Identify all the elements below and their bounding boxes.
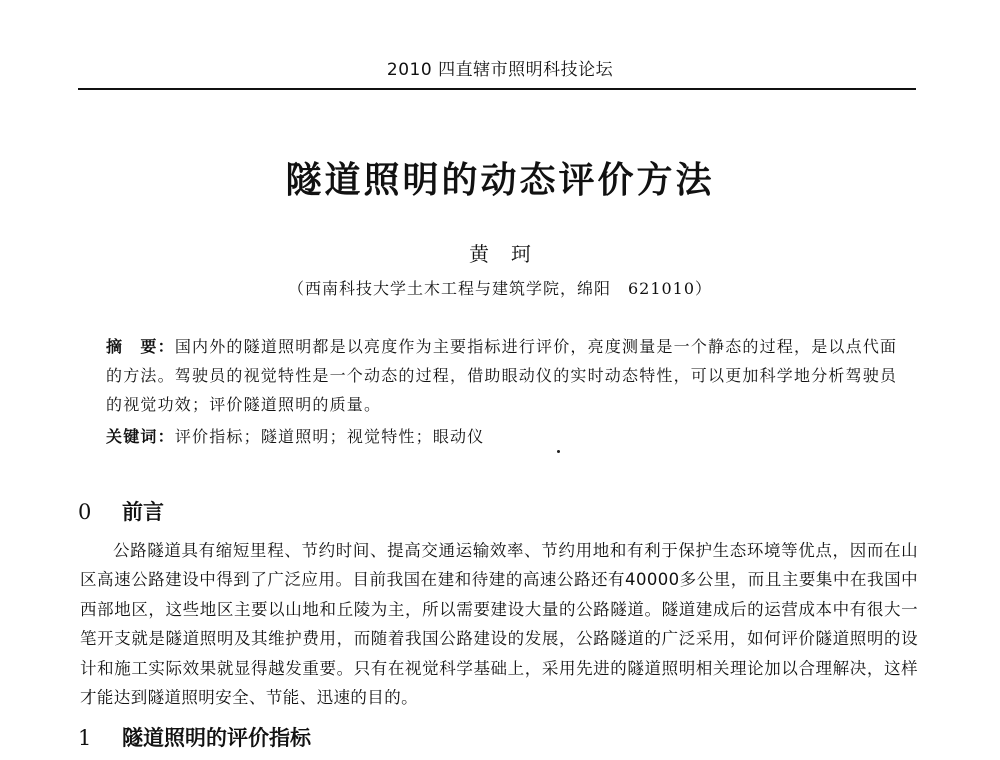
abstract-label: 摘 要： — [106, 337, 175, 356]
abstract-text: 国内外的隧道照明都是以亮度作为主要指标进行评价，亮度测量是一个静态的过程，是以点代面的方法。驾驶员的视觉特性是一个动态的过程，借助眼动仪的实时动态特性，可以更加科学地分析驾驶员的视觉功效；评价隧道照明的质量。 — [106, 337, 898, 414]
section-title: 隧道照明的评价指标 — [122, 726, 311, 750]
author-affiliation: （西南科技大学土木工程与建筑学院，绵阳 621010） — [287, 279, 713, 298]
introduction-paragraph: 公路隧道具有缩短里程、节约时间、提高交通运输效率、节约用地和有利于保护生态环境等优点，因而在山区高速公路建设中得到了广泛应用。目前我国在建和待建的高速公路还有40000多公里，而且主要集中在我国中西部地区，这些地区主要以山地和丘陵为主，所以需要建设大量的公路隧道。隧道建成后的运营成本中有很大一笔开支就是隧道照明及其维护费用，而随着我国公路建设的发展，公路隧道的广泛采用，如何评价隧道照明的设计和施工实际效果就显得越发重要。只有在视觉科学基础上，采用先进的隧道照明相关理论加以合理解决，这样才能达到隧道照明安全、节能、迅速的目的。 — [80, 541, 918, 708]
abstract — [106, 332, 906, 419]
section-number: 0 — [78, 500, 92, 524]
header-rule — [78, 88, 916, 90]
keywords-text: 评价指标；隧道照明；视觉特性；眼动仪 — [174, 427, 485, 446]
section-heading-evaluation-indicators — [78, 722, 311, 752]
section-title: 前言 — [122, 500, 164, 524]
stray-mark — [557, 450, 560, 453]
running-header: 2010 四直辖市照明科技论坛 — [386, 60, 614, 80]
keywords-label: 关键词： — [106, 427, 175, 446]
author-name: 黄珂 — [469, 242, 553, 266]
section-number: 1 — [78, 726, 92, 750]
keywords — [106, 424, 906, 450]
paper-title: 隧道照明的动态评价方法 — [285, 160, 715, 201]
section-heading-introduction — [78, 496, 164, 526]
